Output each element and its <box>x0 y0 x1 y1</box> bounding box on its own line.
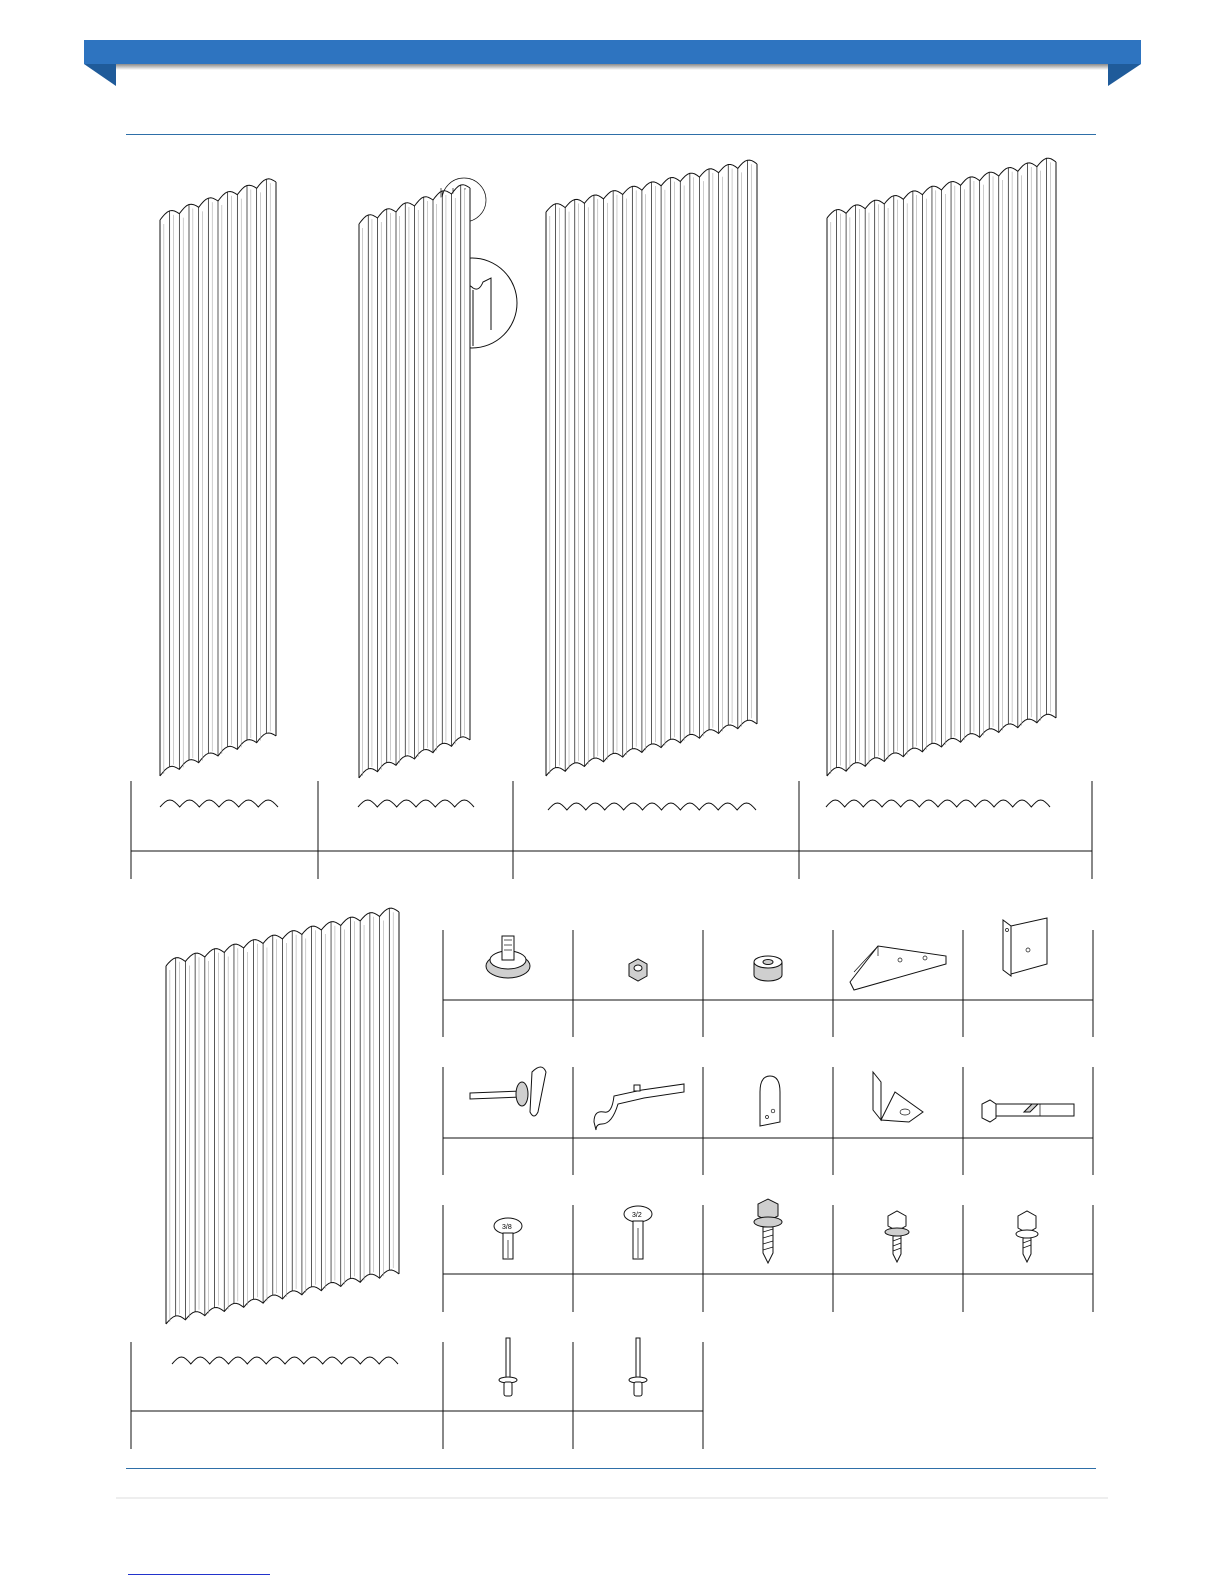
panel-e-profile <box>172 1357 398 1364</box>
tek-screw-short-icon <box>1016 1211 1038 1262</box>
rivet-a-icon <box>499 1338 517 1396</box>
bolt-head-mark: 3/8 <box>502 1224 512 1231</box>
panel-c-profile <box>548 803 756 810</box>
panel-a <box>160 179 278 807</box>
bolt-head-mark: 3/2 <box>632 1212 642 1219</box>
t-handle-icon <box>470 1067 546 1116</box>
small-clip-icon <box>760 1076 780 1126</box>
panel-e <box>166 908 399 1364</box>
hex-nut-icon <box>629 959 647 981</box>
rivet-b-icon <box>629 1338 647 1396</box>
panel-c <box>546 160 757 810</box>
panel-b <box>358 185 474 807</box>
leveling-foot-icon <box>486 936 530 978</box>
angle-bracket-icon <box>873 1072 923 1122</box>
wall-bracket-icon <box>1003 918 1047 976</box>
panel-d <box>826 158 1056 807</box>
panel-d-profile <box>826 800 1050 807</box>
tek-screw-long-icon <box>754 1199 782 1263</box>
anchor-bolt-icon <box>982 1100 1074 1122</box>
panel-b-profile <box>358 800 474 807</box>
bolt-short-icon <box>494 1218 522 1259</box>
corner-gusset-icon <box>850 946 946 990</box>
spacer-icon <box>754 956 782 981</box>
tek-screw-medium-icon <box>885 1211 909 1262</box>
panel-a-profile <box>160 800 278 807</box>
latch-strap-icon <box>594 1084 684 1130</box>
panel-table-grid <box>131 781 1092 879</box>
bolt-long-icon <box>624 1206 652 1259</box>
